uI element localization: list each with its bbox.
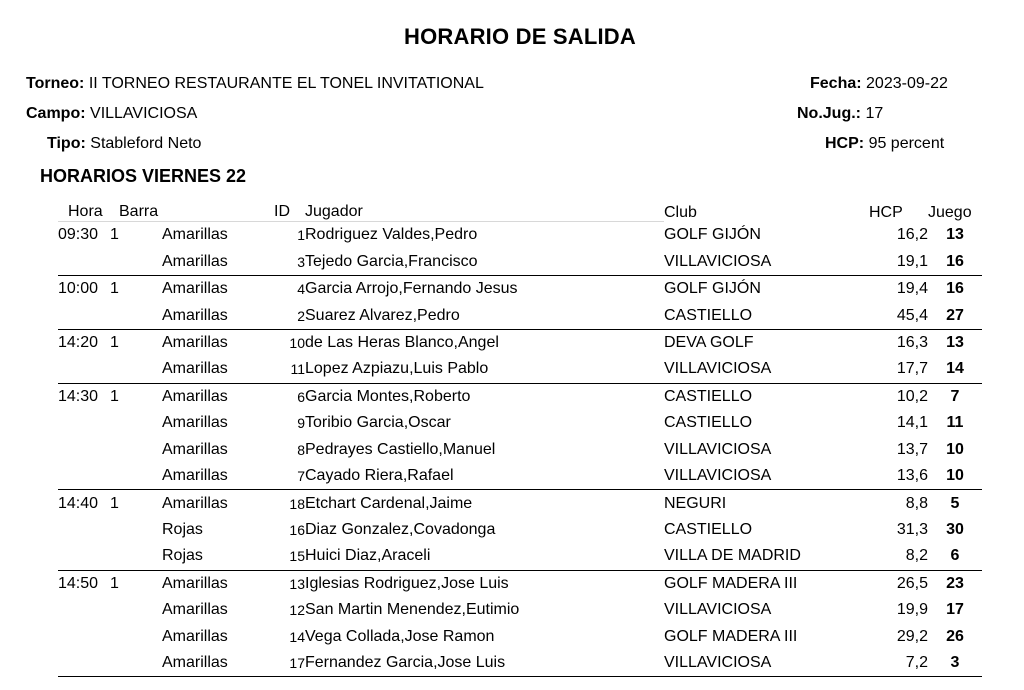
player-name-cell: Vega Collada,Jose Ramon bbox=[305, 627, 495, 645]
hcp-cell: 19,1 bbox=[869, 248, 928, 275]
tee-times-table bbox=[58, 199, 982, 677]
juego-cell: 3 bbox=[928, 650, 982, 677]
hcp-cell: 7,2 bbox=[869, 650, 928, 677]
fecha-value: 2023-09-22 bbox=[866, 75, 948, 92]
hcp-cell: 16,3 bbox=[896, 333, 928, 351]
table-row bbox=[58, 356, 982, 383]
barra-cell: 1 bbox=[110, 494, 119, 512]
juego-cell: 10 bbox=[928, 463, 982, 490]
tee-cell: Amarillas bbox=[162, 356, 274, 383]
tee-cell: Amarillas bbox=[162, 440, 228, 458]
club-cell: VILLAVICIOSA bbox=[664, 248, 869, 275]
player-name-cell: Tejedo Garcia,Francisco bbox=[305, 248, 664, 275]
barra-cell bbox=[110, 517, 162, 543]
hcp-value: 95 percent bbox=[868, 135, 945, 152]
id-cell: 1 bbox=[297, 227, 305, 244]
barra-cell: 1 bbox=[110, 574, 119, 592]
club-cell: VILLAVICIOSA bbox=[664, 650, 869, 677]
id-cell: 11 bbox=[274, 356, 305, 383]
club-cell: CASTIELLO bbox=[664, 521, 753, 539]
fecha-field bbox=[810, 74, 948, 94]
col-juego: Juego bbox=[928, 203, 972, 221]
player-name-cell: Iglesias Rodriguez,Jose Luis bbox=[305, 574, 509, 592]
campo-label: Campo: bbox=[26, 105, 86, 122]
player-name-cell: Rodriguez Valdes,Pedro bbox=[305, 226, 478, 244]
player-name-cell: de Las Heras Blanco,Angel bbox=[305, 333, 499, 351]
id-cell: 6 bbox=[297, 388, 305, 405]
tipo-field bbox=[47, 134, 201, 154]
tee-cell: Amarillas bbox=[162, 333, 228, 351]
table-row bbox=[58, 570, 982, 597]
campo-field bbox=[26, 104, 197, 124]
juego-cell: 5 bbox=[950, 494, 960, 512]
barra-cell bbox=[110, 410, 162, 436]
juego-cell: 13 bbox=[946, 333, 964, 351]
juego-cell: 16 bbox=[928, 248, 982, 275]
id-cell: 7 bbox=[274, 463, 305, 490]
tee-cell: Amarillas bbox=[162, 463, 274, 490]
club-cell: DEVA GOLF bbox=[664, 333, 754, 351]
hcp-cell: 13,6 bbox=[869, 463, 928, 490]
barra-cell bbox=[110, 356, 162, 383]
club-cell: CASTIELLO bbox=[664, 387, 753, 405]
tee-cell: Amarillas bbox=[162, 226, 228, 244]
table-row bbox=[58, 597, 982, 623]
hora-cell: 10:00 bbox=[58, 280, 99, 298]
id-cell: 10 bbox=[289, 334, 305, 351]
juego-cell: 16 bbox=[946, 280, 964, 298]
hcp-cell: 19,4 bbox=[896, 280, 928, 298]
barra-cell: 1 bbox=[110, 226, 119, 244]
club-cell: GOLF MADERA III bbox=[664, 627, 798, 645]
club-cell: VILLA DE MADRID bbox=[664, 543, 869, 570]
club-cell: NEGURI bbox=[664, 494, 727, 512]
table-row bbox=[58, 275, 982, 302]
player-name-cell: Garcia Arrojo,Fernando Jesus bbox=[305, 280, 518, 298]
player-name-cell: Fernandez Garcia,Jose Luis bbox=[305, 650, 664, 677]
juego-cell: 7 bbox=[950, 387, 960, 405]
juego-cell: 13 bbox=[946, 225, 964, 243]
barra-cell bbox=[110, 543, 162, 570]
player-name-cell: Huici Diaz,Araceli bbox=[305, 543, 664, 570]
nojug-field bbox=[797, 104, 883, 124]
tee-cell: Amarillas bbox=[162, 650, 274, 677]
juego-cell: 26 bbox=[946, 627, 964, 645]
col-hora: Hora bbox=[58, 199, 110, 222]
juego-cell: 10 bbox=[946, 440, 964, 458]
table-row bbox=[58, 490, 982, 517]
tee-cell: Amarillas bbox=[162, 601, 228, 619]
tee-cell: Rojas bbox=[162, 543, 274, 570]
player-name-cell: Pedrayes Castiello,Manuel bbox=[305, 440, 496, 458]
hora-cell bbox=[58, 650, 110, 677]
hcp-cell: 8,8 bbox=[905, 494, 928, 512]
club-cell: GOLF MADERA III bbox=[664, 574, 798, 592]
club-cell: VILLAVICIOSA bbox=[664, 356, 869, 383]
hcp-field bbox=[825, 134, 944, 154]
table-row bbox=[58, 543, 982, 570]
barra-cell bbox=[110, 302, 162, 329]
barra-cell bbox=[110, 463, 162, 490]
hora-cell bbox=[58, 463, 110, 490]
hcp-cell: 14,1 bbox=[896, 414, 928, 432]
hora-cell bbox=[58, 543, 110, 570]
club-cell: VILLAVICIOSA bbox=[664, 463, 869, 490]
hora-cell bbox=[58, 597, 110, 623]
fecha-label: Fecha: bbox=[810, 75, 862, 92]
barra-cell bbox=[110, 597, 162, 623]
table-row bbox=[58, 410, 982, 436]
table-row bbox=[58, 302, 982, 329]
table-row bbox=[58, 517, 982, 543]
table-row bbox=[58, 222, 982, 249]
id-cell: 18 bbox=[289, 495, 305, 512]
player-name-cell: Diaz Gonzalez,Covadonga bbox=[305, 521, 496, 539]
col-id: ID bbox=[274, 199, 305, 222]
tipo-value: Stableford Neto bbox=[90, 135, 202, 152]
juego-cell: 11 bbox=[946, 414, 964, 432]
id-cell: 16 bbox=[289, 522, 305, 539]
juego-cell: 30 bbox=[946, 521, 964, 539]
tee-cell: Amarillas bbox=[162, 414, 228, 432]
hcp-cell: 16,2 bbox=[896, 225, 928, 243]
table-header bbox=[58, 199, 982, 222]
hcp-cell: 13,7 bbox=[896, 440, 928, 458]
table-row bbox=[58, 650, 982, 677]
juego-cell: 14 bbox=[928, 356, 982, 383]
table-row bbox=[58, 624, 982, 650]
hcp-cell: 29,2 bbox=[896, 627, 928, 645]
juego-cell: 17 bbox=[946, 601, 964, 619]
tee-cell: Amarillas bbox=[162, 248, 274, 275]
tee-cell: Amarillas bbox=[162, 387, 228, 405]
col-barra: Barra bbox=[110, 199, 162, 222]
barra-cell bbox=[110, 437, 162, 463]
hora-cell: 09:30 bbox=[58, 226, 99, 244]
player-name-cell: Lopez Azpiazu,Luis Pablo bbox=[305, 356, 664, 383]
table-row bbox=[58, 248, 982, 275]
hcp-cell: 8,2 bbox=[869, 543, 928, 570]
barra-cell: 1 bbox=[110, 333, 119, 351]
id-cell: 4 bbox=[297, 281, 305, 298]
hora-cell bbox=[58, 410, 110, 436]
club-cell: VILLAVICIOSA bbox=[664, 440, 772, 458]
hcp-cell: 19,9 bbox=[896, 601, 928, 619]
club-cell: GOLF GIJÓN bbox=[664, 280, 761, 298]
player-name-cell: Suarez Alvarez,Pedro bbox=[305, 302, 664, 329]
table-row bbox=[58, 383, 982, 410]
hcp-cell: 31,3 bbox=[896, 521, 928, 539]
nojug-value: 17 bbox=[865, 105, 884, 122]
club-cell: CASTIELLO bbox=[664, 302, 869, 329]
tipo-label: Tipo: bbox=[47, 135, 86, 152]
tee-cell: Amarillas bbox=[162, 280, 228, 298]
hora-cell: 14:30 bbox=[58, 387, 99, 405]
tee-cell: Amarillas bbox=[162, 574, 228, 592]
club-cell: CASTIELLO bbox=[664, 414, 753, 432]
juego-cell: 27 bbox=[928, 302, 982, 329]
hora-cell: 14:40 bbox=[58, 494, 99, 512]
id-cell: 12 bbox=[289, 602, 305, 619]
col-jugador: Jugador bbox=[305, 199, 664, 222]
hora-cell bbox=[58, 437, 110, 463]
id-cell: 3 bbox=[274, 248, 305, 275]
id-cell: 17 bbox=[274, 650, 305, 677]
id-cell: 14 bbox=[289, 628, 305, 645]
barra-cell bbox=[110, 248, 162, 275]
player-name-cell: Toribio Garcia,Oscar bbox=[305, 414, 451, 432]
hora-cell bbox=[58, 248, 110, 275]
hcp-cell: 45,4 bbox=[869, 302, 928, 329]
table-row bbox=[58, 329, 982, 356]
hcp-cell: 26,5 bbox=[896, 574, 928, 592]
torneo-value: II TORNEO RESTAURANTE EL TONEL INVITATIONAL bbox=[88, 75, 484, 92]
id-cell: 2 bbox=[274, 302, 305, 329]
tee-cell: Amarillas bbox=[162, 302, 274, 329]
hora-cell: 14:20 bbox=[58, 333, 99, 351]
player-name-cell: San Martin Menendez,Eutimio bbox=[305, 601, 520, 619]
hcp-cell: 10,2 bbox=[896, 387, 928, 405]
hora-cell bbox=[58, 517, 110, 543]
juego-cell: 23 bbox=[946, 574, 964, 592]
col-tee bbox=[162, 199, 274, 222]
col-club: Club bbox=[664, 203, 697, 221]
id-cell: 9 bbox=[297, 415, 305, 432]
page-title: HORARIO DE SALIDA bbox=[404, 24, 636, 49]
barra-cell: 1 bbox=[110, 280, 119, 298]
club-cell: GOLF GIJÓN bbox=[664, 225, 761, 243]
campo-value: VILLAVICIOSA bbox=[90, 105, 198, 122]
hcp-label: HCP: bbox=[825, 135, 865, 152]
club-cell: VILLAVICIOSA bbox=[664, 601, 772, 619]
col-hcp: HCP bbox=[869, 203, 903, 221]
table-row bbox=[58, 463, 982, 490]
hora-cell bbox=[58, 356, 110, 383]
hora-cell: 14:50 bbox=[58, 574, 99, 592]
id-cell: 15 bbox=[274, 543, 305, 570]
barra-cell bbox=[110, 650, 162, 677]
nojug-label: No.Jug.: bbox=[797, 105, 861, 122]
hcp-cell: 17,7 bbox=[869, 356, 928, 383]
torneo-field bbox=[26, 74, 484, 94]
barra-cell bbox=[110, 624, 162, 650]
tee-cell: Amarillas bbox=[162, 494, 228, 512]
id-cell: 8 bbox=[297, 441, 305, 458]
player-name-cell: Etchart Cardenal,Jaime bbox=[305, 494, 473, 512]
hora-cell bbox=[58, 624, 110, 650]
player-name-cell: Cayado Riera,Rafael bbox=[305, 463, 664, 490]
table-row bbox=[58, 437, 982, 463]
juego-cell: 6 bbox=[928, 543, 982, 570]
tee-cell: Rojas bbox=[162, 521, 203, 539]
torneo-label: Torneo: bbox=[26, 75, 85, 92]
id-cell: 13 bbox=[289, 575, 305, 592]
barra-cell: 1 bbox=[110, 387, 119, 405]
hora-cell bbox=[58, 302, 110, 329]
player-name-cell: Garcia Montes,Roberto bbox=[305, 387, 471, 405]
tee-cell: Amarillas bbox=[162, 627, 228, 645]
section-title: HORARIOS VIERNES 22 bbox=[40, 166, 247, 186]
